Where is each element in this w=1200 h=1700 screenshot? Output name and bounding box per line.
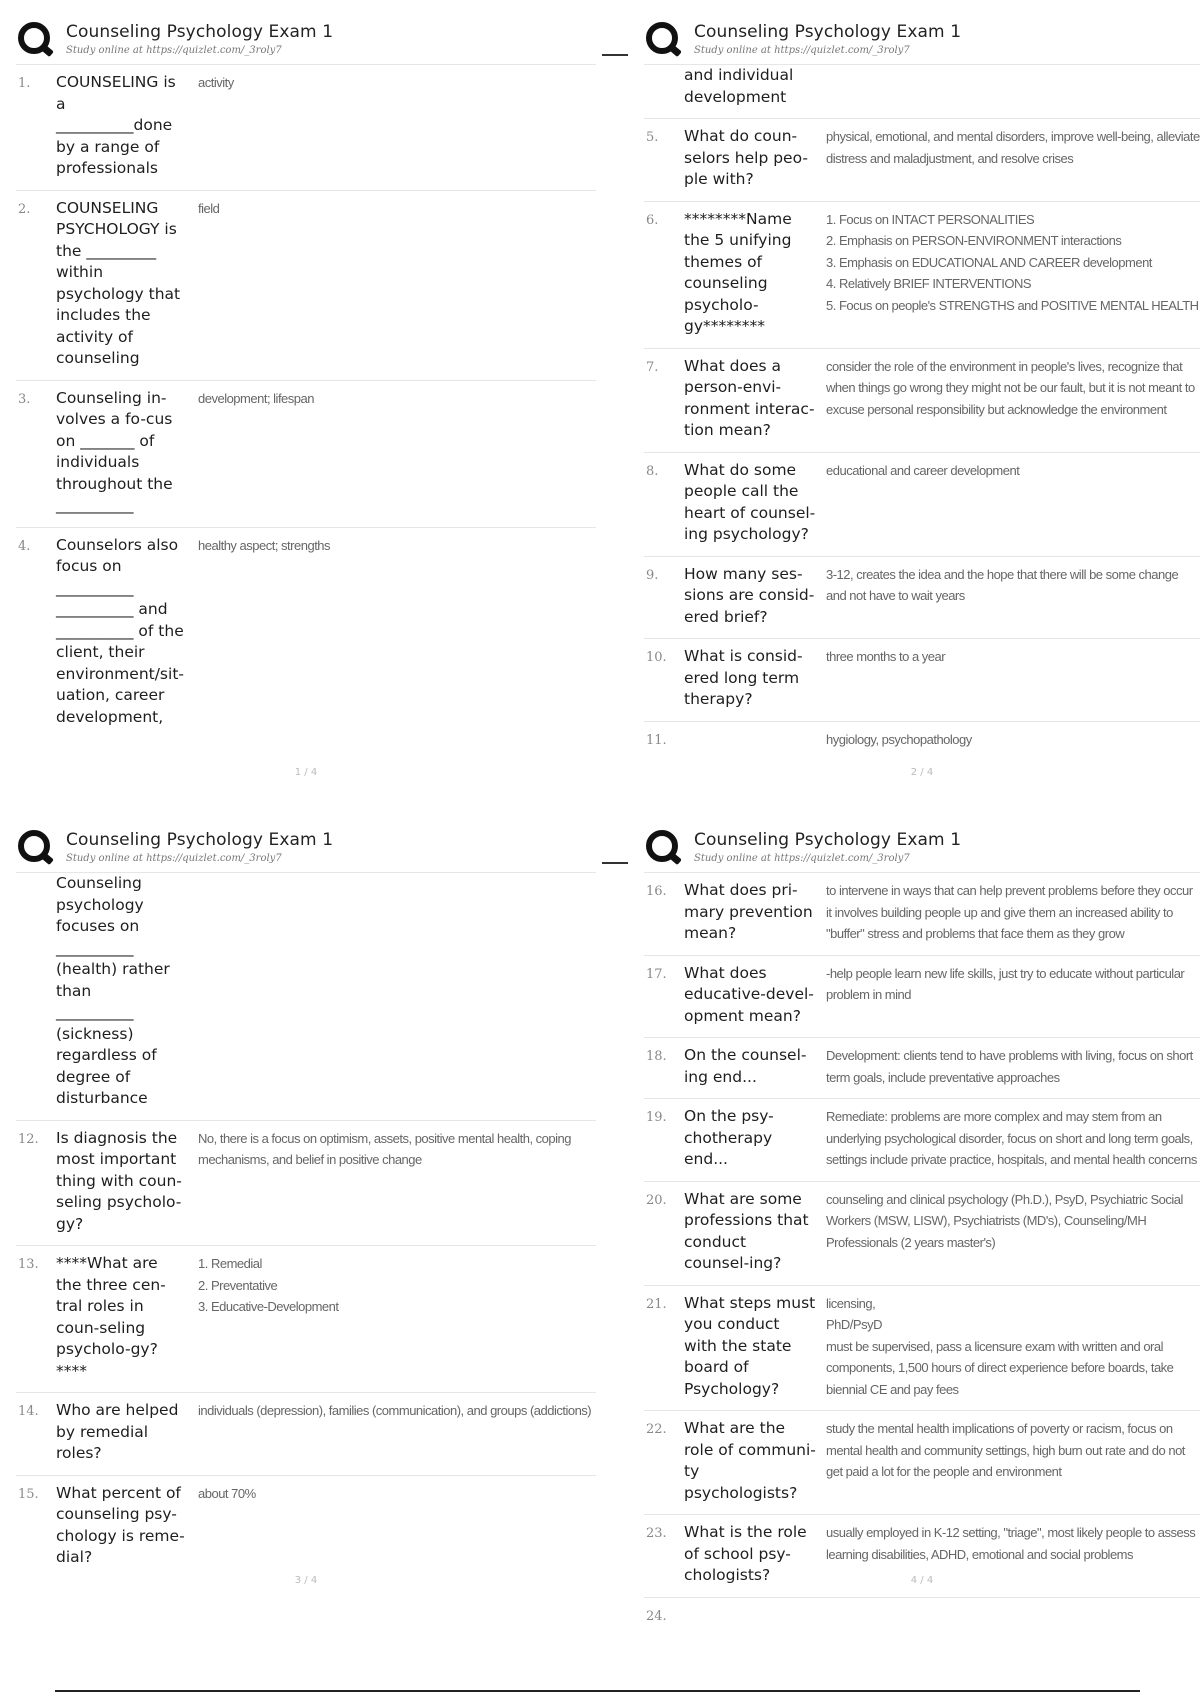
flashcard-row: [644, 721, 1200, 762]
page-3: [16, 824, 596, 1594]
card-definition: Development: clients tend to have problems with living, focus on short term goals, include preventative approaches: [826, 1048, 1193, 1085]
card-definition: 1. Focus on INTACT PERSONALITIES 2. Emphasis on PERSON-ENVIRONMENT interactions 3. Emphasis on EDUCATIONAL AND CAREER development 4. Relatively BRIEF INTERVENTIONS 5. Focus on people's STRENGTHS and POSITIVE MENTAL HEALTH: [826, 211, 1199, 313]
card-number: 22.: [646, 1422, 667, 1437]
page-number: 4 / 4: [910, 1575, 934, 1586]
flashcard-row: [644, 452, 1200, 556]
flashcard-row: [644, 1285, 1200, 1411]
card-term: Who are helped by remedial roles?: [56, 1401, 179, 1462]
card-definition: 1. Remedial 2. Preventative 3. Educative-Development: [198, 1256, 339, 1314]
card-definition: Remediate: problems are more complex and may stem from an underlying psychological disorder, focus on short and long term goals, settings include private practice, hospitals, and mental health concerns: [826, 1109, 1197, 1167]
card-definition: licensing, PhD/PsyD must be supervised, pass a licensure exam with written and oral components, 1,500 hours of direct experience before boards, take biennial CE and pay fees: [826, 1295, 1174, 1397]
card-number: 9.: [646, 567, 659, 583]
flashcard-row: [644, 201, 1200, 348]
card-term: [684, 1605, 816, 1628]
card-number: 6.: [646, 212, 659, 228]
quizlet-logo-icon: [646, 22, 678, 54]
card-definition: -help people learn new life skills, just try to educate without particular problem in mind: [826, 965, 1185, 1002]
flashcard-row: [16, 190, 596, 380]
card-term: On the counsel-ing end...: [684, 1046, 807, 1086]
flashcard-row: [16, 1475, 596, 1579]
page-number: 2 / 4: [910, 767, 934, 778]
page-header: [644, 16, 1200, 64]
flashcard-row: [16, 64, 596, 190]
card-definition: three months to a year: [826, 649, 946, 664]
card-number: 16.: [646, 884, 667, 899]
flashcard-row: [644, 118, 1200, 201]
flashcard-row: [16, 380, 596, 527]
bottom-rule: [55, 1690, 1140, 1692]
card-definition: [816, 1605, 1200, 1628]
card-term: Counselors also focus on __________ __________ and __________ of the client, their environment/sit-uation, career development,: [56, 535, 184, 726]
divider: [602, 862, 628, 864]
card-number: 18.: [646, 1049, 667, 1064]
card-number: 2.: [18, 201, 31, 217]
card-term: What steps must you conduct with the state board of Psychology?: [684, 1293, 816, 1398]
flashcard-row: [644, 1181, 1200, 1285]
document-title: Counseling Psychology Exam 1: [66, 830, 334, 850]
card-term: What is the role of school psy-chologists?: [684, 1523, 807, 1584]
card-definition: [816, 65, 1200, 108]
card-number: 5.: [646, 130, 659, 145]
card-number: 11.: [646, 732, 667, 748]
divider: [602, 54, 628, 56]
card-term: Counseling psychology focuses on __________ (health) rather than __________ (sickness) regardless of degree of disturbance: [56, 874, 170, 1107]
card-definition: consider the role of the environment in people's lives, recognize that when things go wrong they might not be our fault, but it is not meant to excuse personal responsibility but acknowledge the environment: [826, 358, 1195, 417]
card-number: 19.: [646, 1110, 667, 1125]
card-term: What percent of counseling psy-chology is reme-dial?: [56, 1483, 185, 1566]
card-number: 13.: [18, 1257, 39, 1272]
flashcard-row: [644, 1098, 1200, 1181]
card-term: ****What are the three cen-tral roles in coun-seling psycholo-gy?****: [56, 1254, 166, 1380]
card-term: COUNSELING is a __________done by a range of professionals: [56, 73, 176, 177]
page-header: [16, 824, 596, 872]
card-term: and individual development: [684, 66, 794, 106]
flashcard-row: [644, 955, 1200, 1038]
card-term: [684, 729, 816, 752]
card-definition: physical, emotional, and mental disorders, improve well-being, alleviate distress and maladjustment, and resolve crises: [826, 129, 1200, 166]
card-definition: No, there is a focus on optimism, assets, positive mental health, coping mechanisms, and belief in positive change: [198, 1130, 571, 1167]
page-number: 1 / 4: [294, 767, 318, 778]
card-number: 8.: [646, 463, 659, 479]
card-term: What do coun-selors help peo-ple with?: [684, 127, 808, 188]
document-title: Counseling Psychology Exam 1: [694, 830, 962, 850]
card-term: What does a person-envi-ronment interac-tion mean?: [684, 356, 815, 439]
card-definition: 3-12, creates the idea and the hope that there will be some change and not have to wait years: [826, 566, 1179, 603]
flashcard-row: [16, 872, 596, 1120]
card-number: 20.: [646, 1192, 667, 1208]
document-title: Counseling Psychology Exam 1: [66, 22, 334, 42]
study-online-link[interactable]: Study online at https://quizlet.com/_3roly7: [694, 853, 910, 864]
flashcard-row: [644, 1410, 1200, 1514]
card-number: 17.: [646, 966, 667, 982]
flashcard-row: [644, 556, 1200, 639]
card-number: 24.: [646, 1608, 667, 1624]
flashcard-row: [644, 638, 1200, 721]
flashcard-row: [16, 1392, 596, 1475]
card-definition: [188, 873, 596, 1110]
card-definition: healthy aspect; strengths: [198, 537, 331, 553]
card-definition: about 70%: [198, 1485, 256, 1501]
flashcard-row: [644, 1037, 1200, 1098]
quizlet-logo-icon: [18, 830, 50, 862]
card-number: 4.: [18, 538, 31, 554]
flashcard-row: [644, 872, 1200, 955]
flashcard-row: [16, 527, 596, 739]
card-term: COUNSELING PSYCHOLOGY is the _________ within psychology that includes the activity of counseling: [56, 198, 181, 367]
card-definition: field: [198, 200, 220, 216]
card-term: How many ses-sions are consid-ered brief?: [684, 564, 815, 626]
card-number: 1.: [18, 76, 31, 91]
card-number: 14.: [18, 1404, 39, 1419]
card-definition: study the mental health implications of poverty or racism, focus on mental health and community settings, high burn out rate and do not get paid a lot for the people and environment: [826, 1421, 1185, 1479]
flashcard-row: [644, 64, 1200, 118]
card-term: ********Name the 5 unifying themes of counseling psycholo-gy********: [684, 209, 792, 335]
card-definition: counseling and clinical psychology (Ph.D.), PsyD, Psychiatric Social Workers (MSW, LISW), Psychiatrists (MD's), Counseling/MH Professionals (2 years master's): [826, 1191, 1183, 1250]
card-number: 10.: [646, 650, 667, 665]
card-term: Counseling in-volves a fo-cus on _______ of individuals throughout the __________: [56, 388, 173, 514]
study-online-link[interactable]: Study online at https://quizlet.com/_3roly7: [66, 45, 282, 56]
page-number: 3 / 4: [294, 1575, 318, 1586]
card-number: 21.: [646, 1296, 667, 1312]
card-term: What does educative-devel-opment mean?: [684, 963, 814, 1025]
flashcard-row: [16, 1245, 596, 1392]
card-definition: individuals (depression), families (communication), and groups (addictions): [198, 1403, 592, 1418]
flashcard-row: [16, 1120, 596, 1246]
page-header: [644, 824, 1200, 872]
study-online-link[interactable]: Study online at https://quizlet.com/_3roly7: [66, 853, 282, 864]
card-number: 23.: [646, 1526, 667, 1541]
study-online-link[interactable]: Study online at https://quizlet.com/_3roly7: [694, 45, 910, 56]
page-header: [16, 16, 596, 64]
card-definition: educational and career development: [826, 462, 1020, 478]
card-definition: development; lifespan: [198, 390, 314, 406]
card-term: What does pri-mary prevention mean?: [684, 881, 813, 942]
card-number: 3.: [18, 391, 31, 407]
card-number: 12.: [18, 1131, 39, 1147]
card-number: 15.: [18, 1486, 39, 1502]
card-definition: usually employed in K-12 setting, "triage", most likely people to assess learning disabilities, ADHD, emotional and social problems: [826, 1525, 1196, 1562]
quizlet-logo-icon: [18, 22, 50, 54]
card-definition: to intervene in ways that can help prevent problems before they occur it involves building people up and give them an increased ability to "buffer" stress and problems that face them as they grow: [826, 883, 1193, 941]
page-4: [644, 824, 1200, 1624]
page-1: [16, 16, 596, 786]
card-term: On the psy-chotherapy end...: [684, 1107, 774, 1168]
card-term: What do some people call the heart of counsel-ing psychology?: [684, 460, 816, 543]
card-term: Is diagnosis the most important thing with coun-seling psycholo-gy?: [56, 1128, 182, 1233]
page-2: [644, 16, 1200, 786]
document-title: Counseling Psychology Exam 1: [694, 22, 962, 42]
card-definition: hygiology, psychopathology: [826, 731, 972, 747]
card-term: What are some professions that conduct counsel-ing?: [684, 1189, 809, 1272]
card-definition: activity: [198, 75, 234, 90]
card-number: 7.: [646, 359, 659, 375]
card-term: What is consid-ered long term therapy?: [684, 647, 803, 708]
quizlet-logo-icon: [646, 830, 678, 862]
flashcard-row: [644, 348, 1200, 452]
card-term: What are the role of communi-ty psychologists?: [684, 1419, 816, 1502]
flashcard-row: [644, 1597, 1200, 1638]
